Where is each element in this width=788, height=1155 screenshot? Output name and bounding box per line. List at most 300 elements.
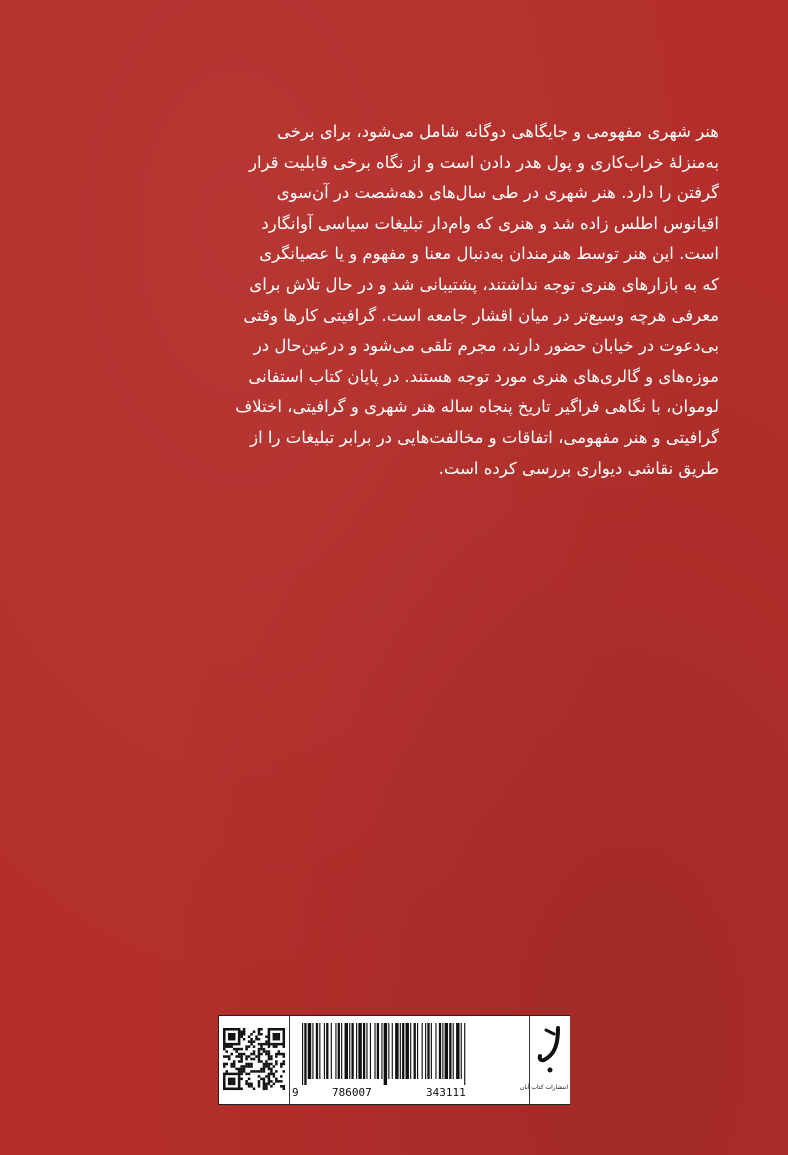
qr-module [270,1028,273,1031]
qr-module [278,1033,281,1036]
qr-module [273,1073,276,1076]
qr-module [233,1035,236,1038]
qr-module [265,1040,268,1043]
qr-module [270,1080,273,1083]
qr-module [250,1070,253,1073]
qr-module [268,1035,271,1038]
qr-module [268,1068,271,1071]
qr-module [240,1048,243,1051]
qr-module [283,1028,286,1031]
qr-module [280,1085,283,1088]
qr-module [280,1028,283,1031]
qr-module [258,1083,261,1086]
qr-module [268,1075,271,1078]
qr-module [283,1053,286,1056]
qr-module [230,1035,233,1038]
qr-module [248,1085,251,1088]
qr-module [238,1080,241,1083]
qr-module [250,1063,253,1066]
qr-module [268,1053,271,1056]
qr-module [265,1085,268,1088]
qr-module [258,1030,261,1033]
barcode-bar [431,1023,432,1079]
qr-module [238,1083,241,1086]
qr-module [238,1028,241,1031]
qr-module [275,1053,278,1056]
qr-module [268,1078,271,1081]
qr-module [275,1043,278,1046]
qr-module [275,1038,278,1041]
qr-module [228,1078,231,1081]
qr-module [223,1038,226,1041]
qr-module [280,1063,283,1066]
qr-module [230,1065,233,1068]
qr-module [240,1033,243,1036]
qr-module [248,1055,251,1058]
qr-module [273,1043,276,1046]
publisher-name: انتشارات کتاب آبان [519,1084,568,1091]
qr-module [263,1070,266,1073]
qr-module [258,1055,261,1058]
qr-module [245,1048,248,1051]
qr-module [238,1055,241,1058]
isbn-digits [290,1086,530,1100]
isbn-right-group: 343111 [426,1086,466,1099]
qr-module [278,1050,281,1053]
qr-module [268,1065,271,1068]
qr-module [275,1028,278,1031]
qr-module [245,1058,248,1061]
qr-module [260,1048,263,1051]
qr-module [240,1068,243,1071]
qr-module [243,1065,246,1068]
qr-module [263,1085,266,1088]
description-line-7: معرفی هرچه وسیع‌تر در میان اقشار جامعه است. گرافیتی کارها وقتی [243,305,719,325]
qr-module [238,1085,241,1088]
qr-module [238,1088,241,1091]
qr-module [278,1080,281,1083]
qr-module [263,1088,266,1091]
qr-module [225,1088,228,1091]
qr-module [283,1040,286,1043]
qr-module [230,1038,233,1041]
isbn-first-digit: 9 [292,1086,299,1099]
barcode-bar [406,1023,409,1079]
qr-module [230,1053,233,1056]
qr-module [265,1075,268,1078]
barcode-bar [351,1023,353,1079]
qr-module [230,1045,233,1048]
qr-module [250,1058,253,1061]
qr-module [263,1083,266,1086]
qr-module [265,1065,268,1068]
qr-module [223,1043,226,1046]
qr-module [228,1080,231,1083]
barcode-bar [366,1023,367,1079]
qr-module [278,1028,281,1031]
qr-module [253,1053,256,1056]
qr-module [233,1088,236,1091]
qr-module [255,1070,258,1073]
qr-module [273,1035,276,1038]
qr-module [265,1050,268,1053]
barcode-bar [341,1023,342,1079]
barcode-bar [395,1023,398,1079]
qr-module [263,1068,266,1071]
barcode-bar [449,1023,451,1079]
qr-module [233,1078,236,1081]
qr-module [273,1033,276,1036]
qr-module [238,1035,241,1038]
qr-module [235,1088,238,1091]
barcode-bar [442,1023,443,1079]
qr-module [233,1048,236,1051]
qr-module [263,1063,266,1066]
qr-module [228,1058,231,1061]
qr-module [268,1038,271,1041]
qr-code-icon [223,1028,285,1090]
qr-module [238,1068,241,1071]
barcode-bar [384,1023,387,1085]
qr-module [258,1060,261,1063]
qr-module [268,1045,271,1048]
qr-module [248,1040,251,1043]
qr-module [263,1050,266,1053]
qr-module [250,1040,253,1043]
qr-module [275,1060,278,1063]
qr-module [223,1073,226,1076]
qr-module [225,1070,228,1073]
qr-module [280,1065,283,1068]
qr-module [243,1033,246,1036]
qr-module [238,1030,241,1033]
qr-module [253,1045,256,1048]
qr-module [223,1028,226,1031]
qr-module [250,1065,253,1068]
qr-module [270,1043,273,1046]
qr-module [250,1033,253,1036]
qr-module [248,1073,251,1076]
qr-module [260,1043,263,1046]
qr-module [243,1053,246,1056]
description-line-4: اقیانوس اطلس زاده شد و هنری که وام‌دار تبلیغات سیاسی آوانگارد [261,213,719,233]
qr-module [273,1083,276,1086]
qr-module [230,1063,233,1066]
qr-module [265,1083,268,1086]
qr-module [263,1048,266,1051]
qr-module [238,1040,241,1043]
qr-module [223,1035,226,1038]
qr-module [245,1080,248,1083]
qr-module [253,1058,256,1061]
barcode-bar [377,1023,379,1079]
barcode-bar [427,1023,429,1079]
barcode-bar [402,1023,404,1079]
qr-module [223,1078,226,1081]
qr-module [283,1060,286,1063]
qr-module [283,1033,286,1036]
qr-module [225,1050,228,1053]
qr-module [278,1038,281,1041]
barcode-bar [445,1023,448,1079]
qr-module [260,1068,263,1071]
qr-module [223,1030,226,1033]
qr-module [253,1088,256,1091]
qr-module [238,1053,241,1056]
qr-module [268,1033,271,1036]
qr-module [263,1080,266,1083]
qr-module [243,1028,246,1031]
qr-module [275,1063,278,1066]
qr-code [219,1016,289,1104]
qr-module [255,1038,258,1041]
barcode-bar [319,1023,320,1079]
book-description [108,117,719,484]
barcode-bar [392,1023,393,1079]
qr-module [253,1050,256,1053]
qr-module [258,1033,261,1036]
qr-module [240,1078,243,1081]
qr-module [223,1075,226,1078]
barcode-bar [425,1023,426,1079]
qr-module [248,1065,251,1068]
qr-module [260,1078,263,1081]
qr-module [243,1038,246,1041]
qr-module [283,1070,286,1073]
qr-module [240,1073,243,1076]
qr-module [235,1068,238,1071]
barcode-bar [331,1023,332,1079]
description-line-6: که به بازارهای هنری توجه نداشتند، پشتیبانی شد و در حال تلاش برای [249,274,719,294]
qr-module [245,1045,248,1048]
barcode-bar [435,1023,436,1079]
qr-module [270,1063,273,1066]
qr-module [248,1063,251,1066]
barcode-bar [464,1023,465,1085]
isbn-left-group: 786007 [332,1086,372,1099]
qr-module [240,1053,243,1056]
qr-module [230,1028,233,1031]
qr-module [238,1048,241,1051]
qr-module [230,1078,233,1081]
qr-module [255,1035,258,1038]
barcode-bar [461,1023,462,1079]
qr-module [273,1065,276,1068]
qr-module [258,1053,261,1056]
barcode-bar [356,1023,357,1079]
qr-module [275,1070,278,1073]
qr-module [240,1058,243,1061]
qr-module [283,1063,286,1066]
qr-module [233,1038,236,1041]
qr-module [223,1085,226,1088]
qr-module [223,1033,226,1036]
description-line-1: هنر شهری مفهومی و جایگاهی دوگانه شامل می‌شود، برای برخی [276,122,719,141]
qr-module [268,1040,271,1043]
publisher-logo [519,1016,570,1104]
qr-module [268,1063,271,1066]
qr-module [270,1058,273,1061]
qr-module [225,1028,228,1031]
qr-module [258,1085,261,1088]
qr-module [250,1053,253,1056]
qr-module [255,1055,258,1058]
qr-module [268,1030,271,1033]
qr-module [280,1080,283,1083]
qr-module [265,1063,268,1066]
qr-module [240,1088,243,1091]
qr-module [283,1043,286,1046]
qr-module [240,1070,243,1073]
qr-module [275,1078,278,1081]
qr-module [258,1038,261,1041]
qr-module [233,1028,236,1031]
qr-module [250,1038,253,1041]
qr-module [238,1043,241,1046]
barcode-bar [381,1023,382,1079]
qr-module [270,1073,273,1076]
barcode-bar [324,1023,325,1079]
qr-module [233,1080,236,1083]
qr-module [238,1078,241,1081]
qr-module [283,1088,286,1091]
qr-module [228,1073,231,1076]
qr-module [258,1080,261,1083]
barcode-bar [453,1023,454,1079]
qr-module [268,1043,271,1046]
qr-module [275,1080,278,1083]
qr-module [258,1028,261,1031]
qr-module [223,1045,226,1048]
qr-module [278,1043,281,1046]
qr-module [280,1053,283,1056]
qr-module [270,1085,273,1088]
barcode-bar [370,1023,371,1079]
qr-module [273,1038,276,1041]
qr-module [243,1068,246,1071]
qr-module [253,1030,256,1033]
qr-module [265,1043,268,1046]
qr-module [280,1075,283,1078]
qr-module [275,1045,278,1048]
qr-module [278,1053,281,1056]
qr-module [268,1083,271,1086]
qr-module [260,1028,263,1031]
qr-module [243,1030,246,1033]
qr-module [243,1070,246,1073]
barcode-bar [414,1023,416,1079]
qr-module [268,1050,271,1053]
description-line-5: است. این هنر توسط هنرمندان به‌دنبال معنا و مفهوم و یا عصیانگری [259,244,719,264]
qr-module [240,1035,243,1038]
description-line-2: به‌منزلهٔ خراب‌کاری و پول هدر دادن است و از نگاه برخی قابلیت قرار [248,152,719,172]
qr-module [248,1083,251,1086]
barcode-bar [439,1023,441,1079]
qr-module [273,1075,276,1078]
qr-module [263,1065,266,1068]
qr-module [260,1033,263,1036]
qr-module [223,1063,226,1066]
qr-module [258,1058,261,1061]
qr-module [260,1070,263,1073]
qr-module [265,1035,268,1038]
description-line-11: گرافیتی و هنر مفهومی، اتفاقات و مخالفت‌هایی در برابر تبلیغات را از [250,427,719,447]
qr-module [233,1065,236,1068]
qr-module [228,1035,231,1038]
qr-module [250,1085,253,1088]
qr-module [258,1048,261,1051]
barcode-bar [316,1023,318,1079]
barcode-bar [456,1023,459,1079]
qr-module [270,1055,273,1058]
qr-module [283,1085,286,1088]
qr-module [228,1033,231,1036]
qr-module [233,1043,236,1046]
qr-module [265,1053,268,1056]
barcode-bar [326,1023,328,1079]
qr-module [235,1055,238,1058]
barcode-bar [388,1023,389,1079]
barcode-bar [410,1023,411,1079]
qr-module [263,1078,266,1081]
qr-module [223,1055,226,1058]
qr-module [225,1073,228,1076]
qr-module [230,1033,233,1036]
qr-module [283,1055,286,1058]
barcode-bar [374,1023,375,1079]
qr-module [263,1043,266,1046]
qr-module [233,1073,236,1076]
qr-module [238,1070,241,1073]
barcode-bar [349,1023,350,1079]
qr-module [258,1043,261,1046]
qr-module [268,1028,271,1031]
aban-logo-icon [536,1024,564,1080]
barcode-bar [308,1023,311,1079]
qr-module [223,1088,226,1091]
description-line-12: طریق نقاشی دیواری بررسی کرده است. [438,458,719,478]
qr-module [245,1055,248,1058]
qr-module [235,1050,238,1053]
barcode-bar [417,1023,418,1079]
qr-module [235,1043,238,1046]
qr-module [275,1035,278,1038]
qr-module [223,1040,226,1043]
qr-module [223,1065,226,1068]
qr-module [223,1048,226,1051]
qr-module [260,1045,263,1048]
qr-module [278,1035,281,1038]
description-line-10: لوموان، با نگاهی فراگیر تاریخ پنجاه ساله هنر شهری و گرافیتی، اختلاف [235,397,719,417]
qr-module [250,1083,253,1086]
barcode-bar [400,1023,401,1079]
barcode-bars [302,1023,518,1085]
qr-module [283,1035,286,1038]
qr-module [235,1028,238,1031]
qr-module [225,1055,228,1058]
qr-module [268,1055,271,1058]
qr-module [233,1060,236,1063]
qr-module [283,1030,286,1033]
qr-module [258,1070,261,1073]
qr-module [225,1063,228,1066]
qr-module [230,1073,233,1076]
qr-module [270,1070,273,1073]
qr-module [270,1068,273,1071]
qr-module [228,1038,231,1041]
qr-module [248,1045,251,1048]
qr-module [235,1073,238,1076]
